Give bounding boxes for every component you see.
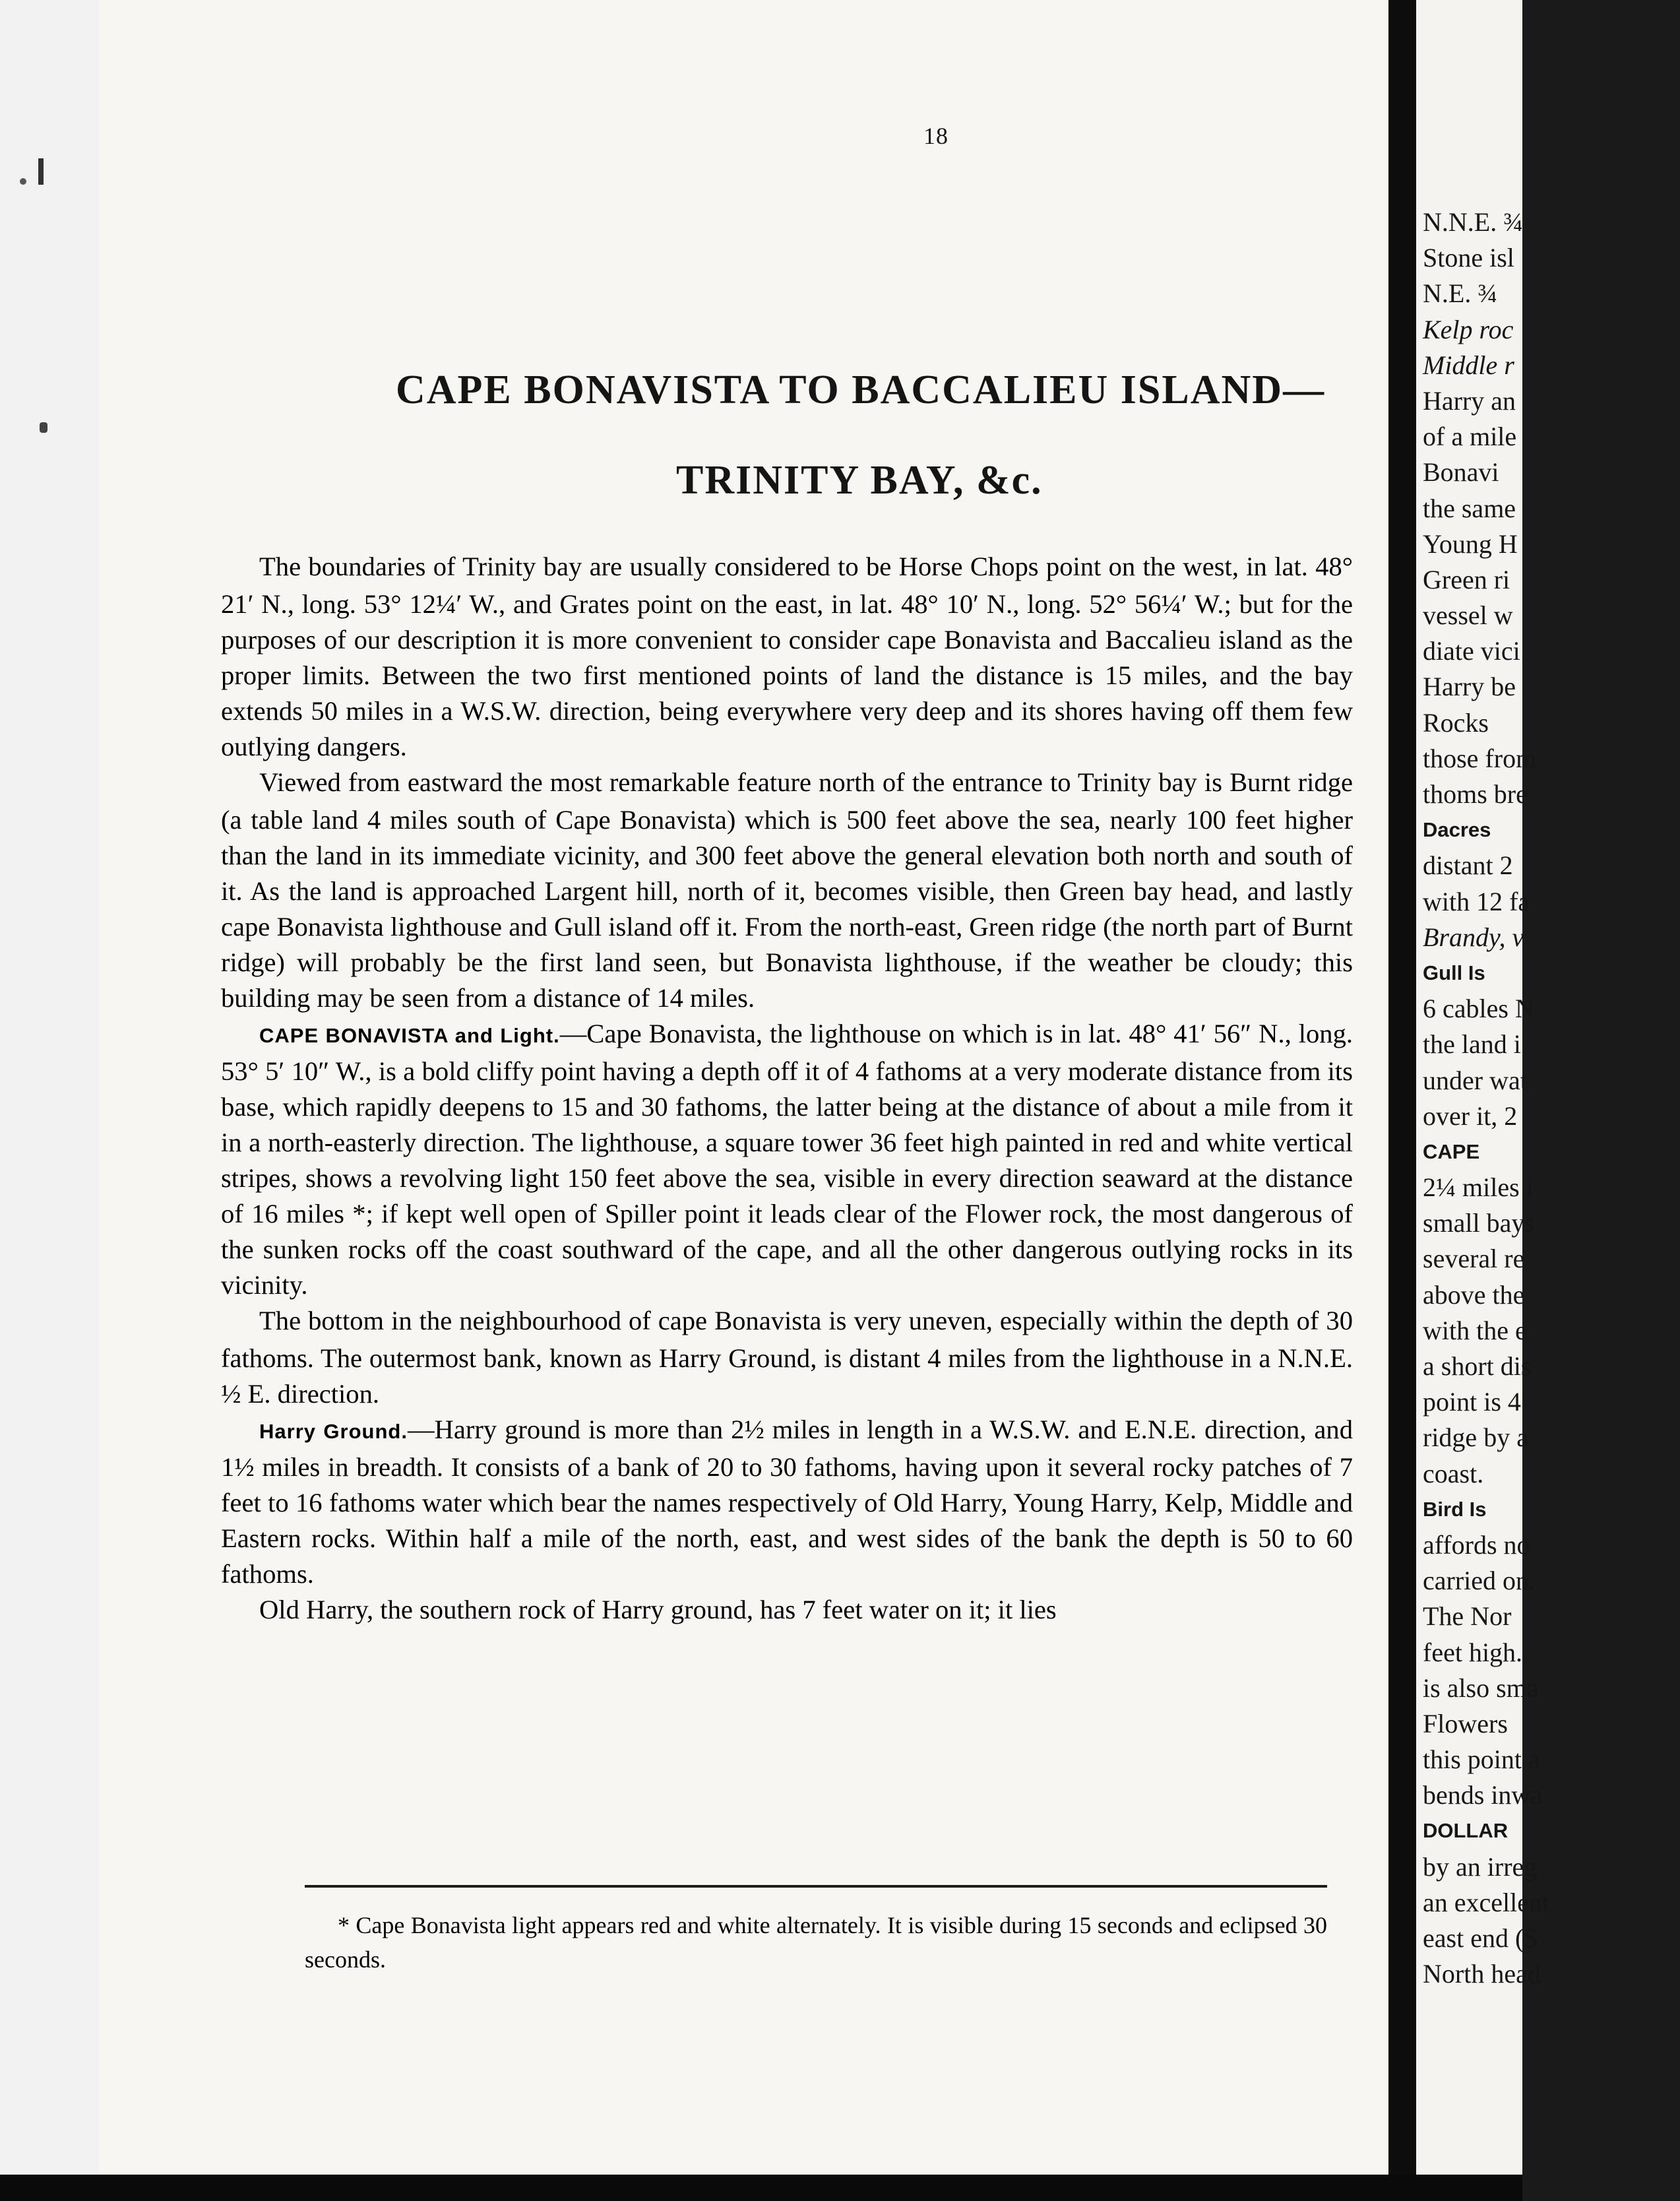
facing-page-line: over it, 2 — [1423, 1100, 1518, 1131]
paragraph — [221, 1412, 1353, 1592]
facing-page-line: Bonavi — [1423, 457, 1499, 488]
facing-page-line: small bays — [1423, 1208, 1535, 1238]
paragraph — [221, 1016, 1353, 1303]
paragraph — [221, 549, 1353, 765]
facing-page-line: with the e — [1423, 1315, 1527, 1345]
facing-page-line: this point a — [1423, 1744, 1540, 1775]
paragraph — [221, 765, 1353, 1016]
facing-page-line: diate vici — [1423, 636, 1520, 666]
facing-page-line: those from — [1423, 743, 1537, 773]
page-title-line-1: CAPE BONAVISTA TO BACCALIEU ISLAND— — [396, 367, 1326, 412]
facing-page-line: the land i — [1423, 1029, 1521, 1060]
paragraph — [221, 1303, 1353, 1412]
facing-page-line: under wat — [1423, 1065, 1528, 1095]
book-gutter — [1388, 0, 1416, 2201]
facing-page-line: vessel w — [1423, 600, 1513, 631]
scan-mark — [20, 178, 26, 185]
facing-page-line: above the — [1423, 1279, 1525, 1310]
scan-bottom-edge — [0, 2175, 1522, 2201]
paragraph-text: The bottom in the neighbourhood of cape Bonavista is very uneven, especially within the depth of 30 fathoms. The outermost bank, known as Harry Ground, is distant 4 miles from the lighthouse in a N.N.E. ½ E. direction. — [221, 1306, 1353, 1409]
facing-page-line: Brandy, v — [1423, 922, 1524, 952]
facing-page-line: N.E. ¾ — [1423, 278, 1498, 309]
facing-page-line: by an irreg — [1423, 1851, 1538, 1882]
paragraph-text: Viewed from eastward the most remarkable feature north of the entrance to Trinity bay is Burnt ridge (a table land 4 miles south of Cape Bonavista) which is 500 feet above the sea, nearly 100 feet higher than the land in its immediate vicinity, and 300 feet above the general elevation both north and south of it. As the land is approached Largent hill, north of it, becomes visible, then Green bay head, and lastly cape Bonavista lighthouse and Gull island off it. From the north-east, Green ridge (the north part of Burnt ridge) will probably be the first land seen, but Bonavista lighthouse, if the weather be cloudy; this building may be seen from a distance of 14 miles. — [221, 767, 1353, 1013]
facing-page-line: Kelp roc — [1423, 314, 1514, 344]
facing-page-line: Harry be — [1423, 672, 1516, 702]
paragraph-heading: Harry Ground. — [259, 1420, 408, 1443]
facing-page-line: ridge by a — [1423, 1422, 1528, 1453]
facing-page-line: Gull Is — [1423, 961, 1485, 984]
facing-page-line: the same — [1423, 493, 1516, 523]
left-page-edge — [0, 0, 99, 2201]
facing-page-line: N.N.E. ¾ — [1423, 207, 1524, 237]
facing-page-line: several re — [1423, 1244, 1525, 1274]
footnote-text: * Cape Bonavista light appears red and white alternately. It is visible during 15 seconds and eclipsed 30 seconds. — [305, 1912, 1327, 1973]
facing-page-line: bends inwa — [1423, 1780, 1543, 1810]
facing-page-line: affords no — [1423, 1529, 1530, 1560]
facing-page-line: DOLLAR — [1423, 1819, 1509, 1843]
facing-page-line: carried on. — [1423, 1566, 1536, 1596]
facing-page-line: Green ri — [1423, 564, 1510, 594]
facing-page-line: Dacres — [1423, 818, 1491, 842]
page-title-line-2: TRINITY BAY, &c. — [676, 458, 1043, 503]
facing-page-line: thoms bre — [1423, 779, 1528, 809]
paragraph-text: —Cape Bonavista, the lighthouse on which is in lat. 48° 41′ 56″ N., long. 53° 5′ 10″ W., is a bold cliffy point having a depth off it of 4 fathoms at a very moderate distance from its base, which rapidly deepens to 15 and 30 fathoms, the latter being at the distance of about a mile from it in a north-easterly direction. The lighthouse, a square tower 36 feet high painted in red and white vertical stripes, shows a revolving light 150 feet above the sea, visible in every direction seaward at the distance of 16 miles *; if kept well open of Spiller point it leads clear of the Flower rock, the most dangerous of the sunken rocks off the coast southward of the cape, and all the other dangerous outlying rocks in its vicinity. — [221, 1019, 1353, 1300]
facing-page-line: North head — [1423, 1959, 1541, 1989]
facing-page-line: Stone isl — [1423, 243, 1514, 273]
facing-page-line: of a mile — [1423, 422, 1517, 452]
facing-page-line: an excellent — [1423, 1887, 1550, 1917]
facing-page-line: Flowers — [1423, 1708, 1508, 1738]
facing-page-line: Young H — [1423, 528, 1518, 559]
facing-page-line: Rocks — [1423, 707, 1489, 738]
scan-mark — [38, 158, 44, 185]
facing-page-line: feet high. — [1423, 1637, 1523, 1667]
facing-page — [1416, 0, 1550, 2201]
facing-page-text — [1416, 205, 1680, 1992]
facing-page-line: with 12 fa — [1423, 886, 1530, 916]
facing-page-line: Harry an — [1423, 385, 1516, 416]
footnote — [305, 1908, 1327, 1977]
facing-page-line: Middle r — [1423, 350, 1514, 380]
facing-page-line: point is 4 — [1423, 1387, 1521, 1417]
facing-page-line: 6 cables N — [1423, 994, 1534, 1024]
paragraph — [221, 1592, 1353, 1630]
paragraph-text: The boundaries of Trinity bay are usually considered to be Horse Chops point on the west, in lat. 48° 21′ N., long. 53° 12¼′ W., and Grates point on the east, in lat. 48° 10′ N., long. 52° 56¼′ W.; but for the purposes of our description it is more convenient to consider cape Bonavista and Baccalieu island as the proper limits. Between the two first mentioned points of land the distance is 15 miles, and the bay extends 50 miles in a W.S.W. direction, being everywhere very deep and its shores having off them few outlying dangers. — [221, 552, 1353, 761]
facing-page-line: 2¼ miles i — [1423, 1172, 1534, 1203]
body-text — [221, 549, 1353, 1630]
scan-mark — [40, 422, 47, 433]
facing-page-line: The Nor — [1423, 1601, 1512, 1632]
facing-page-line: CAPE — [1423, 1139, 1480, 1163]
facing-page-line: a short dis — [1423, 1351, 1532, 1381]
facing-page-line: coast. — [1423, 1458, 1484, 1488]
footnote-rule — [305, 1885, 1327, 1888]
facing-page-line: east end (S — [1423, 1923, 1539, 1953]
paragraph-text: Old Harry, the southern rock of Harry ground, has 7 feet water on it; it lies — [259, 1595, 1057, 1624]
facing-page-line: is also sma — [1423, 1673, 1539, 1703]
facing-page-line: Bird Is — [1423, 1497, 1487, 1521]
facing-page-line: distant 2 — [1423, 850, 1513, 881]
page-number: 18 — [923, 123, 949, 149]
paragraph-text: —Harry ground is more than 2½ miles in length in a W.S.W. and E.N.E. direction, and 1½ miles in breadth. It consists of a bank of 20 to 30 fathoms, having upon it several rocky patches of 7 feet to 16 fathoms water which bear the names respectively of Old Harry, Young Harry, Kelp, Middle and Eastern rocks. Within half a mile of the north, east, and west sides of the bank the depth is 50 to 60 fathoms. — [221, 1415, 1353, 1589]
paragraph-heading: CAPE BONAVISTA and Light. — [259, 1024, 560, 1047]
